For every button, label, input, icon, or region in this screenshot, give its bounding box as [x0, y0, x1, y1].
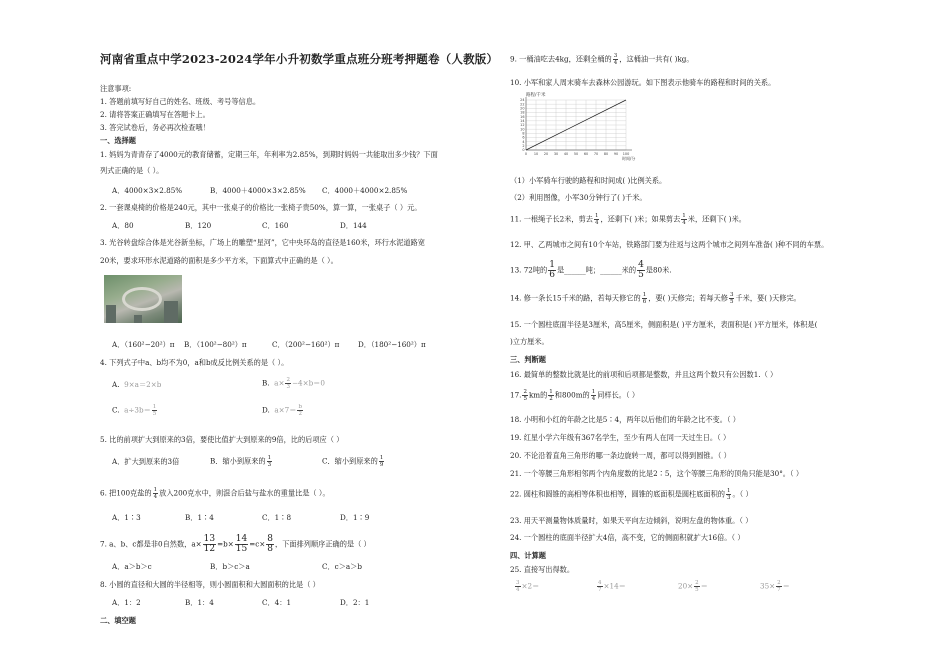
q7-option-a[interactable]: A．a＞b＞c: [112, 562, 152, 571]
q13-text: 13. 72吨的 $\frac{1}{6}$ 是______吨；______米的 $\frac{4}{5}$ 是80米.: [510, 260, 672, 280]
x-tick-label: 90: [613, 152, 619, 156]
q4-text: 4. 下列式子中a、b均不为0，a和b成反比例关系的是（ ）。: [100, 358, 289, 367]
q10-text: 10. 小军和家人周末骑车去森林公园游玩。如下图表示他骑车的路程和时间的关系。: [510, 78, 776, 87]
q6-option-c[interactable]: C．1∶8: [262, 513, 292, 522]
q20-text: 20. 不论沿着直角三角形的哪一条边旋转一周，都可以得到圆锥。（ ）: [510, 451, 731, 460]
q1-option-a[interactable]: A．4000×3×2.85%: [112, 186, 183, 195]
q4-option-c[interactable]: C. a÷3b＝ $\frac{1}{5}$: [112, 404, 157, 417]
q4-option-b[interactable]: B. a× $\frac{2}{3}$ −4×b＝0: [262, 377, 325, 390]
note-item-2: 2. 请将答案正确填写在答题卡上。: [100, 110, 210, 119]
q24-text: 24. 一个圆柱的底面半径扩大4倍，高不变，它的侧面积就扩大16倍。（ ）: [510, 533, 745, 542]
y-tick-label: 6: [522, 135, 525, 140]
note-item-1: 1. 答题前填写好自己的姓名、班级、考号等信息。: [100, 97, 261, 106]
x-tick-label: 100: [622, 152, 630, 156]
q17-text: 17. $\frac{2}{5}$ km的 $\frac{1}{2}$ 和800m的 $\frac{1}{4}$ 同样长。（ ）: [510, 389, 640, 402]
x-tick-label: 60: [583, 152, 589, 156]
y-tick-label: 8: [522, 131, 525, 136]
roundabout-photo: [104, 275, 182, 323]
q5-option-c[interactable]: C．缩小到原来的 $\frac{1}{9}$: [322, 455, 384, 468]
x-tick-label: 0: [524, 152, 528, 156]
section-calc: 四、计算题: [510, 551, 546, 560]
q14-text: 14. 修一条长15千米的路，若每天修它的 $\frac{1}{6}$ ，要( )天修完；若每天修 $\frac{3}{5}$ 千米，要( )天修完。: [510, 292, 801, 305]
y-tick-label: 12: [520, 123, 525, 128]
x-tick-label: 50: [573, 152, 579, 156]
q3-option-b[interactable]: B．（100²−80²）π: [184, 340, 247, 349]
q6-text: 6. 把100克盐的 $\frac{1}{4}$ 放入200克水中，则混合后盐与盐水的重量比是（ ）。: [100, 487, 330, 500]
chart-y-ticks: [520, 98, 524, 152]
y-tick-label: 10: [520, 127, 525, 132]
q8-text: 8. 小圆的直径和大圆的半径相等，则小圆面积和大圆面积的比是（ ）: [100, 580, 320, 589]
q5-text: 5. 比的前项扩大到原来的3倍，要使比值扩大到原来的9倍，比的后项应（ ）: [100, 435, 344, 444]
q11-text: 11. 一根绳子长2米，剪去 $\frac{1}{4}$ ，还剩下( )米；如果剪去 $\frac{1}{4}$ 米，还剩下( )米。: [510, 213, 746, 226]
q7-text: 7. a、b、c都是非0自然数，a× $\frac{13}{12}$ =b× $\frac{14}{15}$ =c× $\frac{8}{8}$ ，下面排列顺序正确的是（ ）: [100, 534, 371, 554]
x-tick-label: 40: [563, 152, 569, 156]
q4-option-a[interactable]: A. 9×a＝2×b: [112, 380, 162, 389]
q3-option-a[interactable]: A．（160²−20²）π: [112, 340, 175, 349]
q8-option-d[interactable]: D．2：1: [340, 598, 370, 607]
chart-x-ticks: [525, 152, 629, 156]
q1-line2: 列式正确的是（ ）。: [100, 166, 164, 175]
q4-option-d[interactable]: D. a×7＝ $\frac{b}{2}$: [262, 404, 302, 417]
q23-text: 23. 用天平测量物体质量时，如果天平向左边倾斜，说明左盘的物体重。（ ）: [510, 516, 753, 525]
q6-option-d[interactable]: D．1∶9: [340, 513, 370, 522]
y-tick-label: 2: [522, 144, 525, 149]
distance-time-chart: [512, 90, 642, 162]
q2-option-d[interactable]: D．144: [340, 221, 367, 230]
note-item-3: 3. 答完试卷后，务必再次检查哦！: [100, 123, 210, 132]
q19-text: 19. 红星小学六年级有367名学生，至少有两人在同一天过生日。（ ）: [510, 433, 731, 442]
q6-option-b[interactable]: B．1∶4: [185, 513, 214, 522]
q1-option-b[interactable]: B．4000＋4000×3×2.85%: [210, 186, 306, 195]
notes-heading: 注意事项:: [100, 84, 132, 93]
q18-text: 18. 小明和小红的年龄之比是5∶4，两年以后他们的年龄之比不变。（ ）: [510, 415, 740, 424]
y-tick-label: 20: [520, 106, 525, 111]
q15-line2: )立方厘米。: [510, 337, 549, 346]
q2-text: 2. 一套课桌椅的价格是240元，其中一张桌子的价格比一张椅子贵50%，算一算，一张桌子（ ）元。: [100, 203, 422, 212]
q5-option-a[interactable]: A．扩大到原来的3倍: [112, 457, 180, 466]
q7-option-c[interactable]: C．c＞a＞b: [322, 562, 362, 571]
x-tick-label: 70: [593, 152, 599, 156]
q10-sub1: （1）小军骑车行驶的路程和时间成( )比例关系。: [510, 176, 667, 185]
q16-text: 16. 最简单的整数比就是比的前项和后项都是整数，并且这两个数只有公因数1.（ ）: [510, 370, 778, 379]
section-choice: 一、选择题: [100, 136, 136, 145]
q8-option-a[interactable]: A．1：2: [112, 598, 141, 607]
q3-option-c[interactable]: C．（200²−160²）π: [272, 340, 340, 349]
q1-line1: 1. 妈妈为青青存了4000元的教育储蓄，定期三年，年利率为2.85%，到期时妈妈一共能取出多少钱？下面: [100, 150, 438, 159]
q25-text: 25. 直接写出得数。: [510, 565, 575, 574]
q3-line2: 20米，要求环形水泥道路的面积是多少平方米，下面算式中正确的是（ ）。: [100, 256, 338, 265]
x-tick-label: 30: [553, 152, 559, 156]
q9-text: 9. 一桶油吃去4kg，还剩全桶的 $\frac{3}{4}$ ，这桶油一共有( )kg。: [510, 53, 694, 66]
page-title: 河南省重点中学2023-2024学年小升初数学重点班分班考押题卷（人教版）: [100, 52, 499, 66]
section-judge: 三、判断题: [510, 355, 546, 364]
q2-option-c[interactable]: C．160: [262, 221, 289, 230]
y-tick-label: 18: [520, 110, 525, 115]
y-tick-label: 14: [520, 119, 525, 124]
q25-item-1[interactable]: $\frac{3}{4}$ ×2＝: [516, 580, 540, 593]
q25-item-2[interactable]: $\frac{4}{7}$ ×14＝: [598, 580, 626, 593]
x-tick-label: 10: [533, 152, 539, 156]
section-fill: 二、填空题: [100, 616, 136, 625]
chart-x-label: 时间/分: [622, 156, 636, 161]
q25-item-3[interactable]: 20× $\frac{2}{5}$ ＝: [678, 580, 708, 593]
q10-sub2: （2）利用图像，小军30分钟行了( )千米。: [510, 193, 647, 202]
y-tick-label: 4: [522, 139, 525, 144]
y-tick-label: 0: [522, 148, 525, 153]
y-tick-label: 16: [520, 114, 525, 119]
q2-option-b[interactable]: B．120: [185, 221, 212, 230]
q2-option-a[interactable]: A．80: [112, 221, 134, 230]
q7-option-b[interactable]: B．b＞c＞a: [210, 562, 250, 571]
chart-y-label: 路程/千米: [526, 93, 546, 98]
q25-item-4[interactable]: 35× $\frac{2}{7}$ ＝: [760, 580, 790, 593]
y-tick-label: 22: [520, 102, 525, 107]
q3-option-d[interactable]: D．（180²−160²）π: [358, 340, 426, 349]
q15-line1: 15. 一个圆柱底面半径是3厘米，高5厘米，侧面积是( )平方厘米，表面积是( )平方厘米，体积是(: [510, 320, 818, 329]
q21-text: 21. 一个等腰三角形相邻两个内角度数的比是2∶5，这个等腰三角形的顶角只能是30°。（ ）: [510, 469, 804, 478]
q8-option-c[interactable]: C．4：1: [262, 598, 292, 607]
q22-text: 22. 圆柱和圆锥的高相等体积也相等，圆锥的底面积是圆柱底面积的 $\frac{1}{3}$ 。（ ）: [510, 488, 753, 501]
q1-option-c[interactable]: C．4000＋4000×2.85%: [322, 186, 408, 195]
q12-text: 12. 甲、乙两城市之间有10个车站，铁路部门要为往返与这两个城市之间列车准备( )种不同的车票。: [510, 240, 829, 249]
x-tick-label: 20: [543, 152, 549, 156]
q6-option-a[interactable]: A．1∶3: [112, 513, 141, 522]
q3-line1: 3. 光谷转盘综合体是光谷新坐标，广场上的雕塑“星河”，它中央环岛的直径是160米，环行水泥道路宽: [100, 238, 425, 247]
y-tick-label: 24: [520, 98, 525, 103]
x-tick-label: 80: [603, 152, 609, 156]
q5-option-b[interactable]: B．缩小到原来的 $\frac{1}{3}$: [210, 455, 272, 468]
q8-option-b[interactable]: B．1：4: [185, 598, 214, 607]
